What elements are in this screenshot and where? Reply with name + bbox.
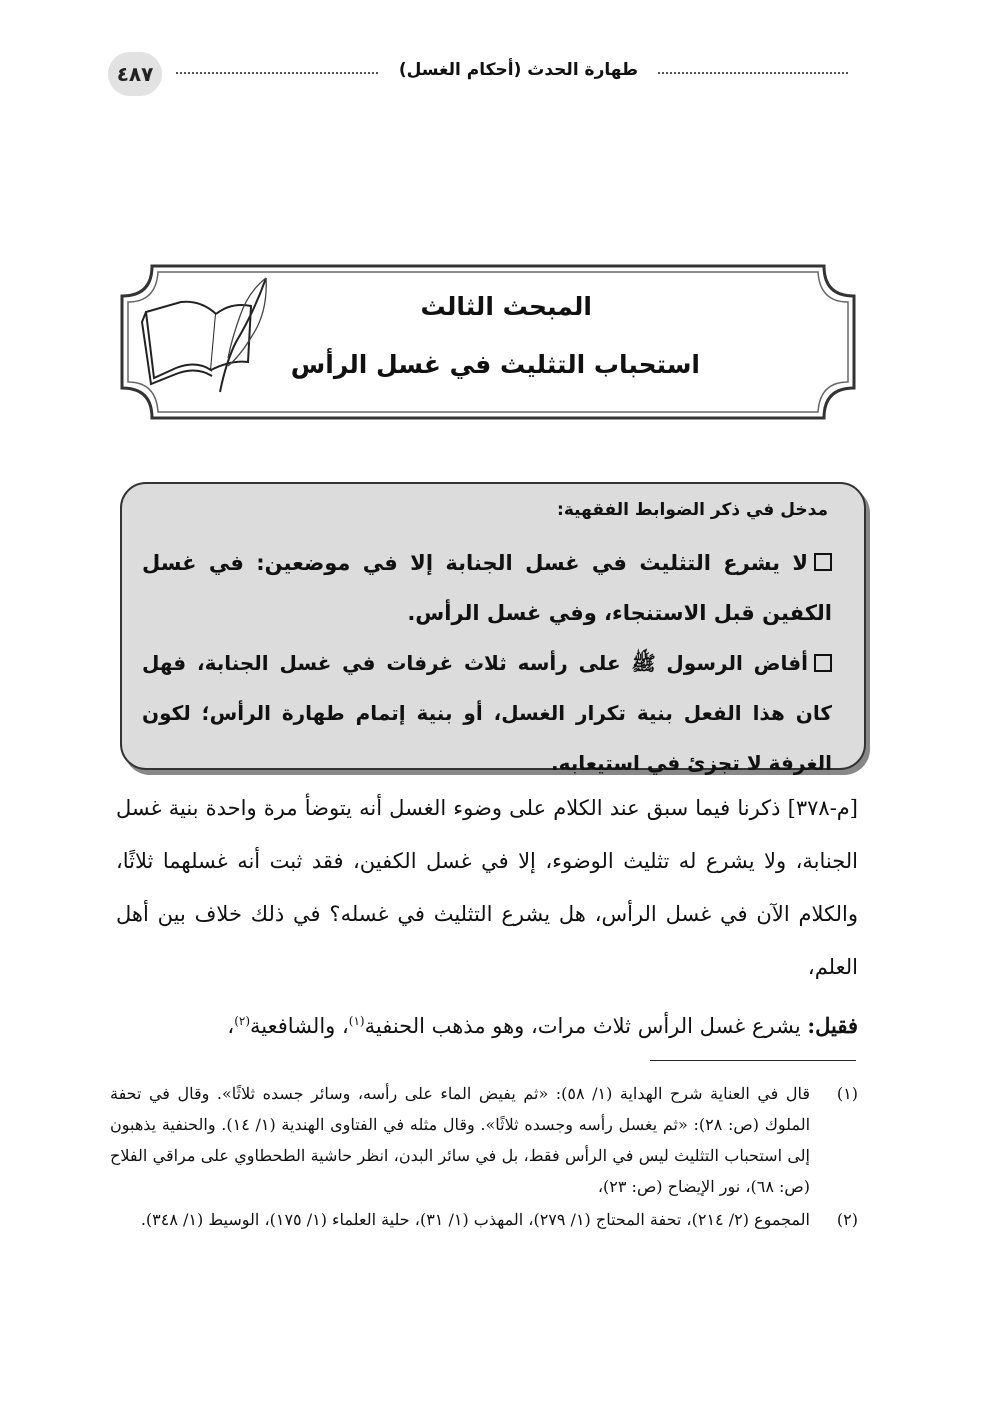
footnotes [110,1078,858,1237]
footnote [110,1078,858,1202]
body-paragraph: [م-٣٧٨] ذكرنا فيما سبق عند الكلام على وضوء الغسل أنه يتوضأ مرة واحدة بنية غسل الجنابة، ولا يشرع له تثليث الوضوء، إلا في غسل الكفين، فقد ثبت أنه غسلهما ثلاثًا، والكلام الآن في غسل الرأس، هل يشرع التثليث في غسله؟ في ذلك خلاف بين أهل العلم، [116,796,858,979]
rule-item [142,638,832,788]
footnote-text: المجموع (٢/ ٢١٤)، تحفة المحتاج (١/ ٢٧٩)، المهذب (١/ ٣١)، حلية العلماء (١/ ١٧٥)، الوسيط (١/ ٣٤٨). [140,1210,810,1229]
checkbox-square-icon [814,553,832,571]
rule-text: لا يشرع التثليث في غسل الجنابة إلا في موضعين: في غسل الكفين قبل الاستنجاء، وفي غسل الرأس. [142,551,832,625]
paragraph-text: يشرع غسل الرأس ثلاث مرات، وهو مذهب الحنفية [364,1014,808,1038]
body-paragraph [116,996,858,1051]
footnote-text: قال في العناية شرح الهداية (١/ ٥٨): «ثم يفيض الماء على رأسه، وسائر جسده ثلاثًا». وقال في تحفة الملوك (ص: ٢٨): «ثم يغسل رأسه وجسده ثلاثًا». وقال مثله في الفتاوى الهندية (١/ ١٤). والحنفية يذهبون إلى استحباب التثليث ليس في الرأس فقط، بل في سائر البدن، انظر حاشية الطحطاوي على مراقي الفلاح (ص: ٦٨)، نور الإيضاح (ص: ٢٣)، [110,1084,811,1196]
running-title: طهارة الحدث (أحكام الغسل) [398,60,638,80]
footnote-number: (٢) [836,1210,858,1229]
paragraph-lead: فقيل: [807,1013,858,1038]
chapter-subtitle: استحباب التثليث في غسل الرأس [290,350,700,379]
rules-heading: مدخل في ذكر الضوابط الفقهية: [557,500,828,520]
footnote-reference[interactable]: (١) [348,1014,365,1028]
footnote-reference[interactable]: (٢) [234,1014,251,1028]
rules-box [120,482,866,775]
footnote-number: (١) [836,1084,858,1103]
rule-text: أفاض الرسول ﷺ على رأسه ثلاث غرفات في غسل الجنابة، فهل كان هذا الفعل بنية تكرار الغسل، أو بنية إتمام طهارة الرأس؛ لكون الغرفة لا تجزئ في استيعابه. [142,651,832,775]
checkbox-square-icon [814,654,832,672]
page-number: ٤٨٧ [108,52,162,96]
header-dotted-leader-left [176,72,378,74]
paragraph-text: ، [227,1014,235,1038]
book-quill-icon [136,272,276,402]
footnote-separator [650,1060,856,1061]
paragraph-text: ، والشافعية [250,1014,349,1038]
page-header [108,52,848,96]
header-dotted-leader-right [658,72,848,74]
chapter-title: المبحث الثالث [420,292,592,321]
rule-item [142,538,832,638]
chapter-heading-frame [118,262,858,422]
footnote [110,1204,858,1235]
